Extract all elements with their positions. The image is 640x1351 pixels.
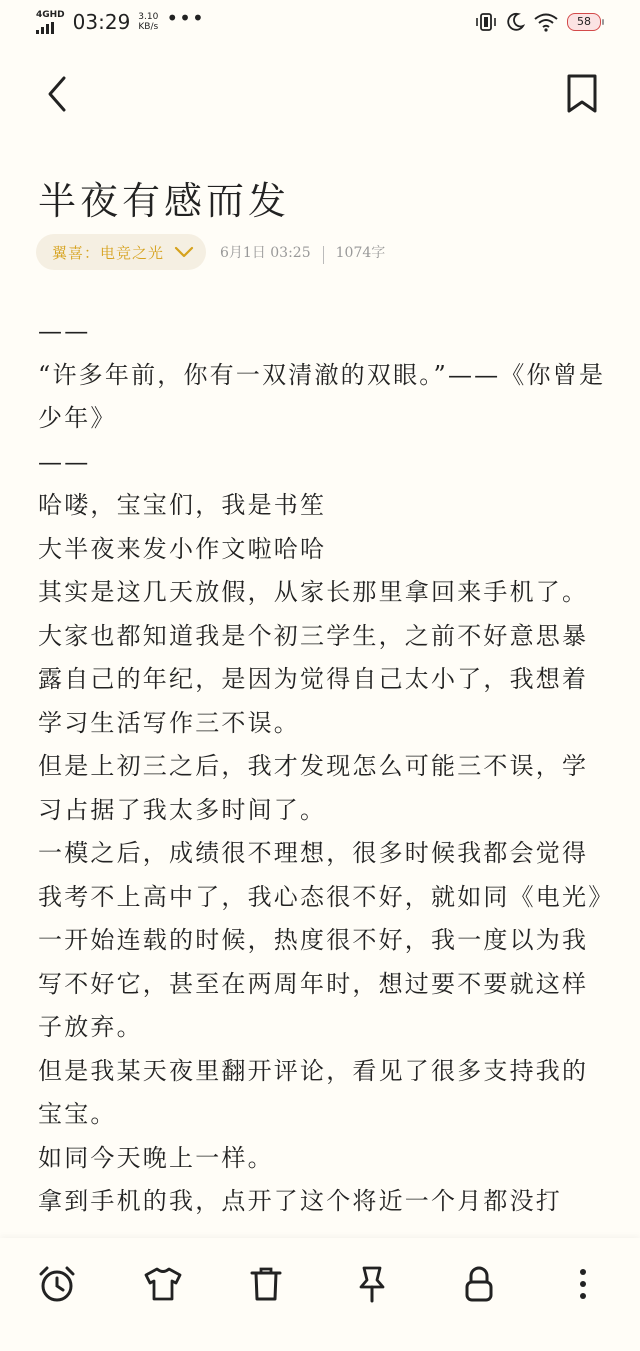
folder-tag-label: 翼喜：电竞之光 bbox=[52, 243, 165, 262]
tshirt-icon bbox=[143, 1264, 183, 1304]
note-meta bbox=[36, 234, 385, 270]
vibrate-icon bbox=[475, 12, 497, 32]
more-button[interactable] bbox=[561, 1262, 605, 1306]
status-time: 03:29 bbox=[72, 10, 131, 34]
battery-level: 58 bbox=[567, 13, 601, 31]
paragraph: 大家也都知道我是个初三学生，之前不好意思暴露自己的年纪，是因为觉得自己太小了，我想着学习生活写作三不误。 bbox=[38, 621, 589, 737]
paragraph: 拿到手机的我，点开了这个将近一个月都没打 bbox=[38, 1187, 562, 1215]
paragraph: 一模之后，成绩很不理想，很多时候我都会觉得我考不上高中了，我心态很不好，就如同《电光》一开始连载的时候，热度很不好，我一度以为我写不好它，甚至在两周年时，想过要不要就这样子放弃。 bbox=[38, 839, 603, 1041]
paragraph: 大半夜来发小作文啦哈哈 bbox=[38, 534, 327, 563]
note-title[interactable]: 半夜有感而发 bbox=[38, 179, 291, 223]
status-bar bbox=[0, 0, 640, 48]
bookmark-button[interactable] bbox=[562, 72, 602, 116]
network-speed bbox=[138, 12, 158, 32]
chevron-down-icon bbox=[174, 245, 194, 259]
paragraph: “许多年前，你有一双清澈的双眼。”——《你曾是少年》 bbox=[38, 360, 606, 432]
signal-bars-icon bbox=[36, 22, 65, 34]
paragraph: —— bbox=[38, 447, 91, 476]
chevron-left-icon bbox=[40, 72, 80, 116]
lock-button[interactable] bbox=[457, 1262, 501, 1306]
delete-button[interactable] bbox=[244, 1262, 288, 1306]
network-type: 4GHD bbox=[36, 9, 65, 20]
back-button[interactable] bbox=[40, 72, 80, 116]
more-vertical-icon bbox=[563, 1264, 603, 1304]
lock-icon bbox=[459, 1264, 499, 1304]
paragraph: 如同今天晚上一样。 bbox=[38, 1143, 274, 1172]
paragraph: 哈喽，宝宝们，我是书笙 bbox=[38, 491, 327, 519]
paragraph: —— bbox=[38, 317, 91, 345]
wifi-icon bbox=[533, 12, 559, 32]
note-body[interactable] bbox=[38, 310, 610, 1240]
pin-icon bbox=[352, 1264, 392, 1304]
battery-indicator bbox=[567, 13, 604, 31]
word-count: 1074字 bbox=[335, 245, 386, 261]
speed-unit: KB/s bbox=[138, 22, 159, 32]
folder-tag-button[interactable] bbox=[36, 234, 206, 270]
theme-button[interactable] bbox=[141, 1262, 185, 1306]
note-date: 6月1日 03:25 bbox=[220, 245, 311, 261]
speed-value: 3.10 bbox=[138, 12, 159, 22]
signal-indicator bbox=[36, 11, 65, 34]
more-notifications: ••• bbox=[166, 6, 205, 30]
meta-divider bbox=[323, 246, 324, 264]
moon-icon bbox=[505, 12, 525, 32]
paragraph: 其实是这几天放假，从家长那里拿回来手机了。 bbox=[38, 578, 589, 606]
paragraph: 但是我某天夜里翻开评论，看见了很多支持我的宝宝。 bbox=[38, 1056, 589, 1128]
paragraph: 但是上初三之后，我才发现怎么可能三不误，学习占据了我太多时间了。 bbox=[38, 752, 589, 824]
pin-button[interactable] bbox=[350, 1262, 394, 1306]
bookmark-icon bbox=[562, 72, 602, 116]
bottom-toolbar bbox=[0, 1238, 640, 1351]
trash-icon bbox=[246, 1264, 286, 1304]
reminder-button[interactable] bbox=[35, 1262, 79, 1306]
alarm-icon bbox=[37, 1264, 77, 1304]
